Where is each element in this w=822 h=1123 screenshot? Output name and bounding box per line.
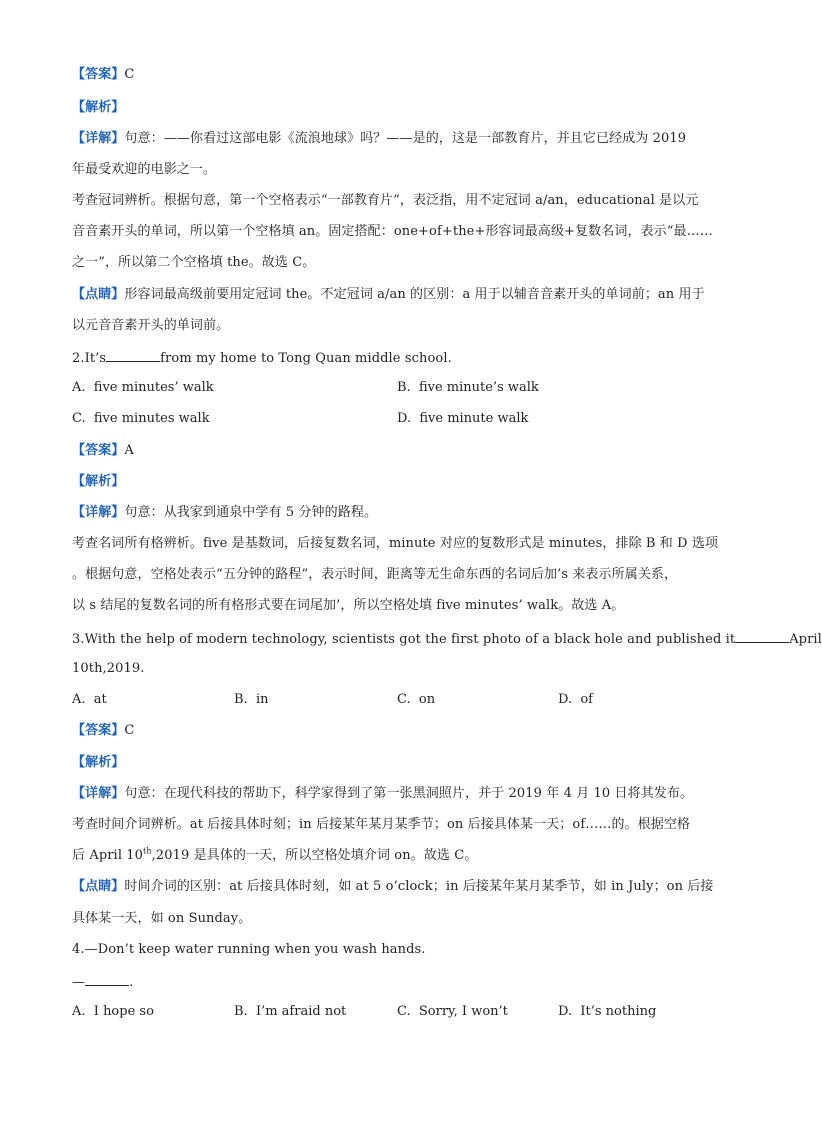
detail-text: 后 April 10 [72,848,144,863]
q3-option-c [397,691,435,709]
q4-option-d [558,1003,656,1021]
detail-text: 句意：——你看过这部电影《流浪地球》吗？——是的，这是一部教育片，并且它已经成为 2019 [124,131,687,146]
answer-tag: 【答案】 [72,723,125,738]
q2-option-c [72,410,210,428]
q3-stem-end: April [789,632,822,647]
q2-answer-line [72,442,134,460]
detail-text: 句意：从我家到通泉中学有 5 分钟的路程。 [124,505,378,520]
option-label: B. [234,692,248,707]
option-text: five minute’s walk [418,380,539,395]
analysis-tag: 【解析】 [72,755,125,770]
option-label: A. [72,1004,86,1019]
detail-text: ,2019 是具体的一天，所以空格处填介词 on。故选 C。 [151,848,478,863]
option-text: I hope so [93,1004,154,1019]
point-tag: 【点睛】 [72,287,125,302]
q3-stem-line-2: 10th,2019. [72,661,145,676]
q2-stem-start: 2.It’s [72,351,107,366]
q1-point-line-2: 以元音音素开头的单词前。 [72,318,230,333]
q3-stem-line-1 [72,629,822,649]
q3-point-line-2: 具体某一天，如 on Sunday。 [72,911,252,926]
q3-blank [735,629,789,643]
point-tag: 【点睛】 [72,879,125,894]
option-text: at [93,692,107,707]
q3-stem-start: 3.With the help of modern technology, scientists got the first photo of a black hole and published it [72,632,736,647]
q1-detail-line-4: 音音素开头的单词，所以第一个空格填 an。固定搭配：one+of+the+形容词最高级+复数名词，表示“最…… [72,224,713,239]
q1-point-line-1 [72,286,705,304]
answer-value: A [124,443,134,458]
q2-detail-line-3: 。根据句意，空格处表示“五分钟的路程”，表示时间，距离等无生命东西的名词后加’s 来表示所属关系， [72,567,678,582]
option-label: C. [72,411,86,426]
option-text: five minute walk [419,411,529,426]
option-label: D. [558,692,573,707]
point-text: 时间介词的区别：at 后接具体时刻，如 at 5 o’clock；in 后接某年某月某季节，如 in July；on 后接 [124,879,714,894]
answer-value: C [124,67,135,82]
q1-detail-line-1 [72,130,686,148]
q3-answer-line [72,722,134,740]
option-text: I’m afraid not [255,1004,347,1019]
q3-point-line-1 [72,878,714,896]
ordinal-suffix: th [143,846,152,856]
detail-tag: 【详解】 [72,786,125,801]
detail-tag: 【详解】 [72,131,125,146]
q2-option-b [397,379,539,397]
q2-analysis-line [72,473,124,491]
q4-stem-line-1: 4.—Don’t keep water running when you wash hands. [72,942,426,957]
q2-option-d [397,410,528,428]
detail-text: 句意：在现代科技的帮助下，科学家得到了第一张黑洞照片，并于 2019 年 4 月 10 日将其发布。 [124,786,694,801]
analysis-tag: 【解析】 [72,100,125,115]
point-text: 形容词最高级前要用定冠词 the。不定冠词 a/an 的区别：a 用于以辅音音素开头的单词前；an 用于 [124,287,705,302]
option-text: five minutes walk [93,411,210,426]
q3-analysis-line [72,754,124,772]
option-label: B. [397,380,411,395]
option-text: It’s nothing [580,1004,657,1019]
dash: — [72,975,86,990]
option-label: B. [234,1004,248,1019]
analysis-tag: 【解析】 [72,474,125,489]
option-label: A. [72,692,86,707]
option-label: C. [397,1004,411,1019]
q3-option-d [558,691,593,709]
q2-stem-end: from my home to Tong Quan middle school. [160,351,452,366]
option-label: A. [72,380,86,395]
q3-option-b [234,691,268,709]
answer-tag: 【答案】 [72,443,125,458]
answer-tag: 【答案】 [72,67,125,82]
q3-option-a [72,691,107,709]
q1-analysis-line [72,99,124,117]
q4-option-a [72,1003,154,1021]
q1-detail-line-2: 年最受欢迎的电影之一。 [72,162,217,177]
q3-detail-line-1 [72,785,693,803]
q4-option-b [234,1003,346,1021]
q1-answer-line [72,66,134,84]
q3-detail-line-2: 考查时间介词辨析。at 后接具体时刻；in 后接某年某月某季节；on 后接具体某一天；of……的。根据空格 [72,817,691,832]
option-text: Sorry, I won’t [418,1004,508,1019]
q2-blank [106,348,160,362]
answer-value: C [124,723,135,738]
q2-option-a [72,379,214,397]
q1-detail-line-3: 考查冠词辨析。根据句意，第一个空格表示“一部教育片”，表泛指，用不定冠词 a/an，educational 是以元 [72,193,699,208]
period: . [129,975,134,990]
q4-option-c [397,1003,508,1021]
q3-detail-line-3 [72,847,477,865]
q4-blank [85,972,129,986]
q2-detail-line-1 [72,504,377,522]
option-text: five minutes’ walk [93,380,214,395]
q2-stem [72,348,452,368]
option-label: D. [397,411,412,426]
option-text: on [418,692,436,707]
option-text: of [580,692,593,707]
q2-detail-line-4: 以 s 结尾的复数名词的所有格形式要在词尾加’，所以空格处填 five minutes’ walk。故选 A。 [72,598,625,613]
q1-detail-line-5: 之一”，所以第二个空格填 the。故选 C。 [72,255,316,270]
option-label: D. [558,1004,573,1019]
q2-detail-line-2: 考查名词所有格辨析。five 是基数词，后接复数名词，minute 对应的复数形式是 minutes，排除 B 和 D 选项 [72,536,719,551]
option-label: C. [397,692,411,707]
option-text: in [255,692,269,707]
q4-stem-line-2 [72,972,133,992]
detail-tag: 【详解】 [72,505,125,520]
